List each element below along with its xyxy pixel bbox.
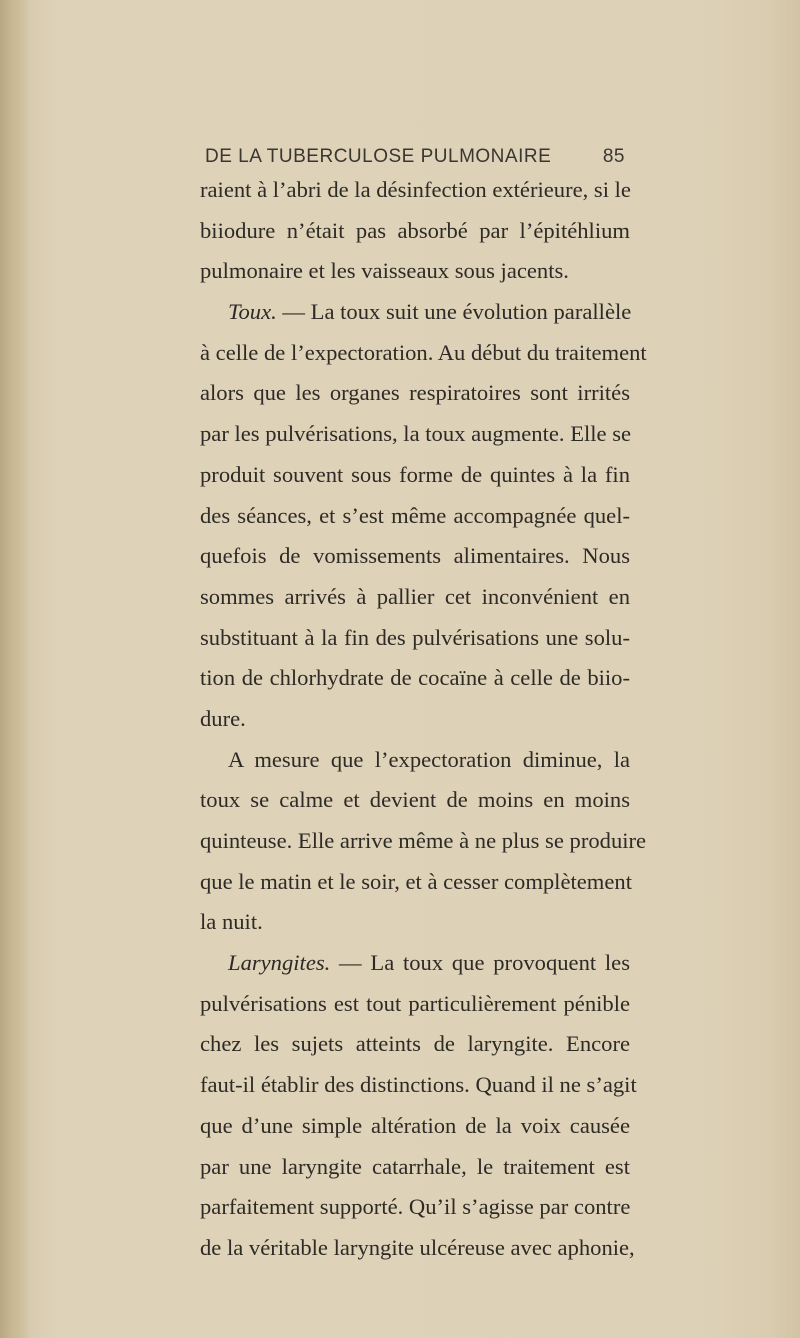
- section-heading-toux: Toux. — La toux suit une évolution parallèle: [228, 299, 632, 325]
- text-line: tion de chlorhydrate de cocaïne à celle de biio-: [200, 665, 630, 691]
- text-line: substituant à la fin des pulvérisations une solu-: [200, 624, 630, 650]
- text-line: que le matin et le soir, et à cesser complètement: [200, 868, 632, 894]
- text-line: de la véritable laryngite ulcéreuse avec aphonie,: [200, 1234, 635, 1260]
- page-number: 85: [602, 146, 625, 167]
- text-line: pulvérisations est tout particulièrement pénible: [200, 990, 630, 1016]
- text-line: pulmonaire et les vaisseaux sous jacents.: [200, 258, 569, 284]
- text-line: dure.: [200, 705, 246, 731]
- section-heading-laryngites: Laryngites. — La toux que provoquent les: [228, 950, 630, 976]
- text-line: alors que les organes respiratoires sont irrités: [200, 380, 630, 406]
- running-head: [205, 146, 625, 168]
- running-title: DE LA TUBERCULOSE PULMONAIRE: [205, 146, 552, 167]
- text-line: chez les sujets atteints de laryngite. Encore: [200, 1031, 630, 1057]
- text-line: quefois de vomissements alimentaires. Nous: [200, 543, 630, 569]
- text-line: produit souvent sous forme de quintes à la fin: [200, 461, 630, 487]
- text-line: des séances, et s’est même accompagnée quel-: [200, 502, 630, 528]
- text-line: quinteuse. Elle arrive même à ne plus se produire: [200, 828, 647, 853]
- text-line: raient à l’abri de la désinfection extérieure, si le: [200, 177, 631, 202]
- text-line: à celle de l’expectoration. Au début du traitement: [200, 339, 647, 365]
- text-line: parfaitement supporté. Qu’il s’agisse par contre: [200, 1194, 631, 1220]
- text-line: que d’une simple altération de la voix causée: [200, 1112, 630, 1138]
- body-text: [200, 170, 647, 1269]
- text-line: par les pulvérisations, la toux augmente. Elle se: [200, 421, 632, 447]
- text-line: sommes arrivés à pallier cet inconvénient en: [200, 583, 630, 609]
- paragraph-start: A mesure que l’expectoration diminue, la: [228, 746, 630, 772]
- text-line: la nuit.: [200, 909, 263, 935]
- text-line: biiodure n’était pas absorbé par l’épitéhlium: [200, 217, 630, 243]
- text-line: toux se calme et devient de moins en moins: [200, 787, 630, 813]
- page-binding-shadow: [0, 0, 30, 1338]
- text-line: par une laryngite catarrhale, le traitement est: [200, 1153, 630, 1179]
- text-line: faut-il établir des distinctions. Quand il ne s’agit: [200, 1072, 637, 1098]
